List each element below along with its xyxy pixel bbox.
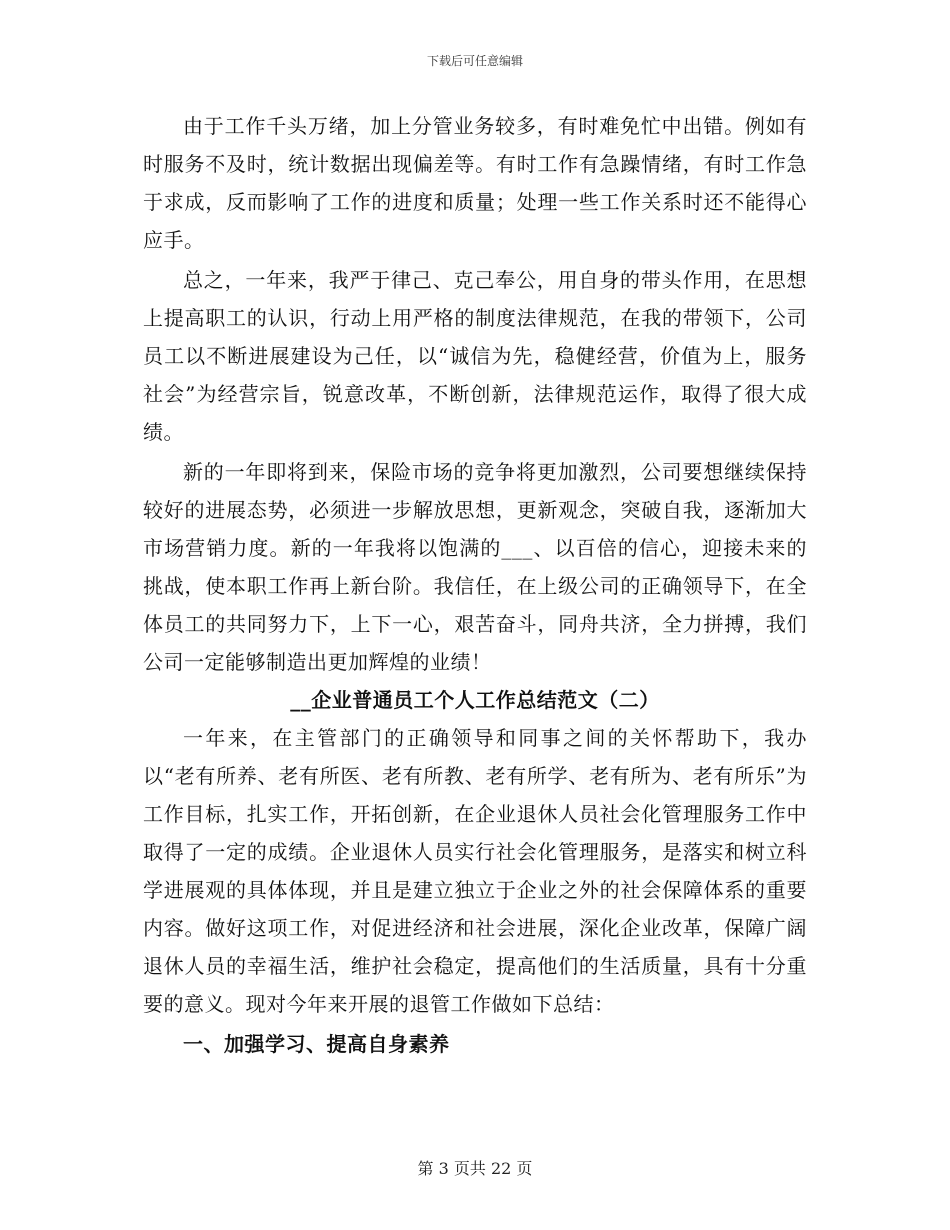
page-header: 下载后可任意编辑 [426,54,523,68]
paragraph-shortcomings: 由于工作千头万绪，加上分管业务较多，有时难免忙中出错。例如有时服务不及时，统计数据出现偏差等。有时工作有急躁情绪，有时工作急于求成，反而影响了工作的进度和质量；处理一些工作关系时还不能得心应手。 [143,114,807,252]
page-footer: 第 3 页共 22 页 [417,1159,533,1178]
paragraph-summary: 总之，一年来，我严于律己、克己奉公，用自身的带头作用，在思想上提高职工的认识，行动上用严格的制度法律规范，在我的带领下，公司员工以不断进展建设为己任，以“诚信为先，稳健经营，价值为上，服务社会”为经营宗旨，锐意改革，不断创新，法律规范运作，取得了很大成绩。 [143,268,807,444]
paragraph-new-year: 新的一年即将到来，保险市场的竞争将更加激烈，公司要想继续保持较好的进展态势，必须进一步解放思想，更新观念，突破自我，逐渐加大市场营销力度。新的一年我将以饱满的___、以百倍的信心，迎接未来的挑战，使本职工作再上新台阶。我信任，在上级公司的正确领导下，在全体员工的共同努力下，上下一心，艰苦奋斗，同舟共济，全力拼搏，我们公司一定能够制造出更加辉煌的业绩！ [143,460,807,674]
section-title: __企业普通员工个人工作总结范文（二） [290,688,660,712]
subheading: 一、加强学习、提高自身素养 [183,1032,450,1056]
paragraph-section-intro: 一年来，在主管部门的正确领导和同事之间的关怀帮助下，我办以“老有所养、老有所医、老有所教、老有所学、老有所为、老有所乐”为工作目标，扎实工作，开拓创新，在企业退休人员社会化管理服务工作中取得了一定的成绩。企业退休人员实行社会化管理服务，是落实和树立科学进展观的具体体现，并且是建立独立于企业之外的社会保障体系的重要内容。做好这项工作，对促进经济和社会进展，深化企业改革，保障广阔退休人员的幸福生活，维护社会稳定，提高他们的生活质量，具有十分重要的意义。现对今年来开展的退管工作做如下总结： [143,726,807,1016]
document-body [143,107,807,1063]
